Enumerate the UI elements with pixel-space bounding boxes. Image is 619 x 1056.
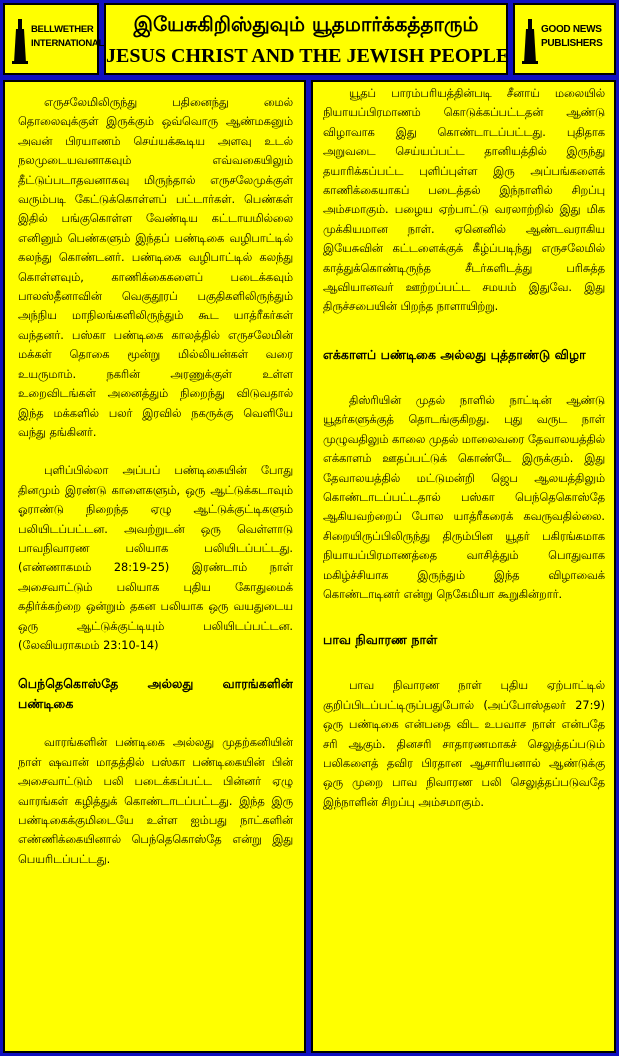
right-paragraph-2: திஸ்ரியின் முதல் நாளில் நாட்டின் ஆண்டு யூதர்களுக்குத் தொடங்குகிறது. புது வருட நாள் முழுவதிலும் காலை முதல் மாலைவரை தேவாலயத்தில் எக்காளம் ஊதப்பட்டுக் கொண்டே இருக்கும். இது தேவாலயத்தில் மட்டுமன்றி ஜெப ஆலயத்திலும் கொண்டாடப்பட்டதால் பஸ்கா பெந்தெகொஸ்தே ஆகியவற்றைப் போல யாத்ரீகரைக் கவருவதில்லை. சிறையிருப்பிலிருந்து திரும்பின யூதர் பகிரங்கமாக நியாயப்பிரமாணத்தை வாசித்தும் பொதுவாக மகிழ்ச்சியாக இருந்தும் இந்த விழாவைக் கொண்டாடினர் என்று நெகேமியா கூறுகின்றார். (323, 393, 605, 601)
left-paragraph-1: எருசலேமிலிருந்து பதினைந்து மைல் தொலைவுக்குள் இருக்கும் ஒவ்வொரு ஆண்மகனும் அவன் பிரயாணம் செய்யக்கூடிய அளவு உடல் நலமுடையவனாகவும் எவ்வகையிலும் தீட்டுப்படாதவனாகவு மிருந்தால் எருசலேமுக்குள் வரும்படி கேட்டுக்கொள்ளப் பட்டார்கள். பெண்கள் இதில் பங்குகொள்ள வேண்டிய கட்டாயமில்லை எனினும் பெண்களும் இந்தப் பண்டிகை வழிபாட்டில் கலந்து கொண்டனர். பண்டிகை வழிபாட்டில் கலந்து கொள்ளவும், காணிக்கைகளைப் படைக்கவும் பாலஸ்தீனாவின் வெகுதூரப் பகுதிகளிலிருந்தும் அந்நிய மாநிலங்களிலிருந்தும் கூட யாத்ரீகர்கள் வந்தனர். பஸ்கா பண்டிகை காலத்தில் எருசலேமின் மக்கள் தொகை மூன்று மில்லியன்கள் வரை உயருமாம். நகரின் அரணுக்குள் உள்ள உறைவிடங்கள் அனைத்தும் நிறைந்து விடுவதால் இந்த மக்களில் பலர் இரவில் நகருக்கு வெளியே வந்து தங்கினர். (18, 96, 293, 439)
bellwether-logo (3, 3, 104, 75)
left-column (3, 80, 306, 1053)
right-paragraph-1: யூதப் பாரம்பரியத்தின்படி சீனாய் மலையில் நியாயப்பிரமாணம் கொடுக்கப்பட்டதன் ஆண்டு விழாவாக இது கொண்டாடப்பட்டது. புதிதாக அறுவடை செய்யப்பட்ட தானியத்தில் இருந்து தயாரிக்கப்பட்ட புளிப்புள்ள இரு அப்பங்களைக் காணிக்கையாகப் படைத்தல் இந்நாளில் சிறப்பு அம்சமாகும். பழைய ஏற்பாட்டு வரலாற்றில் இது மிக முக்கியமான நாள். ஏனெனில் ஆண்டவராகிய இயேசுவின் கட்டளைக்குக் கீழ்ப்படிந்து எருசலேமில் காத்துக்கொண்டிருந்த சீடர்களிடத்து பரிசுத்த ஆவியானவர் ஊற்றப்பட்ட சமயம் இதுவே. இது திருச்சபையின் பிறந்த நாளாயிற்று. (323, 87, 605, 314)
publisher-left-line1: BELLWETHER (31, 24, 94, 35)
right-column (311, 80, 616, 1053)
title-english: JESUS CHRIST AND THE JEWISH PEOPLE (106, 45, 510, 67)
right-paragraph-3: பாவ நிவாரண நாள் புதிய ஏற்பாட்டில் குறிப்பிடப்பட்டிருப்பதுபோல் (அப்போஸ்தலர் 27:9) ஒரு பண்டிகை என்பதை விட உபவாச நாள் என்பதே சரி ஆகும். தினசரி சாதாரணமாகச் செலுத்தப்படும் பலிகளைத் தவிர பிரதான ஆசாரியனால் ஆண்டுக்கு ஒரு முறை பாவ நிவாரண பலி செலுத்தப்படுவதே இந்நாளின் சிறப்பு அம்சமாகும். (323, 679, 605, 809)
good-news-logo (513, 3, 616, 75)
publisher-left-line2: INTERNATIONAL (31, 38, 104, 49)
left-paragraph-2: புளிப்பில்லா அப்பப் பண்டிகையின் போது தினமும் இரண்டு காளைகளும், ஒரு ஆட்டுக்கடாவும் ஓராண்டு நிறைந்த ஏழு ஆட்டுக்குட்டிகளும் பலியிடப்பட்டன. அவற்றுடன் ஒரு வெள்ளாடு பாவநிவாரண பலியாக பலியிடப்பட்டது. (எண்ணாகமம் 28:19-25) இரண்டாம் நாள் அசைவாட்டும் பலியாக புதிய கோதுமைக் கதிர்க்கற்றை ஒன்றும் தகன பலியாக ஒரு வயதுடைய ஒரு ஆட்டுக்குட்டியும் பலியிடப்பட்டன. (லேவியராகமம் 23:10-14) (18, 464, 293, 652)
tower-icon (521, 17, 539, 65)
title-tamil: இயேசுகிறிஸ்துவும் யூதமார்க்கத்தாரும் (133, 12, 479, 36)
tower-icon (11, 17, 29, 65)
heading-atonement: பாவ நிவாரண நாள் (323, 632, 438, 648)
publisher-right-line2: PUBLISHERS (541, 38, 603, 49)
left-paragraph-3: வாரங்களின் பண்டிகை அல்லது முதற்கனியின் நாள் ஷவான் மாதத்தில் பஸ்கா பண்டிகையின் பின் அசைவாட்டும் பலி படைக்கப்பட்ட பின்னர் ஏழு வாரங்கள் கழித்துக் கொண்டாடப்பட்டது. இந்த இரு பண்டிகைக்குமிடையே உள்ள ஐம்பது நாட்களின் எண்ணிக்கையினால் பெந்தெகொஸ்தே என்று இது பெயரிடப்பட்டது. (18, 736, 293, 866)
heading-trumpets: எக்காளப் பண்டிகை அல்லது புத்தாண்டு விழா (323, 346, 586, 362)
heading-pentecost: பெந்தெகொஸ்தே அல்லது வாரங்களின் பண்டிகை (18, 676, 293, 712)
title-banner (104, 3, 508, 75)
publisher-right-line1: GOOD NEWS (541, 24, 602, 35)
